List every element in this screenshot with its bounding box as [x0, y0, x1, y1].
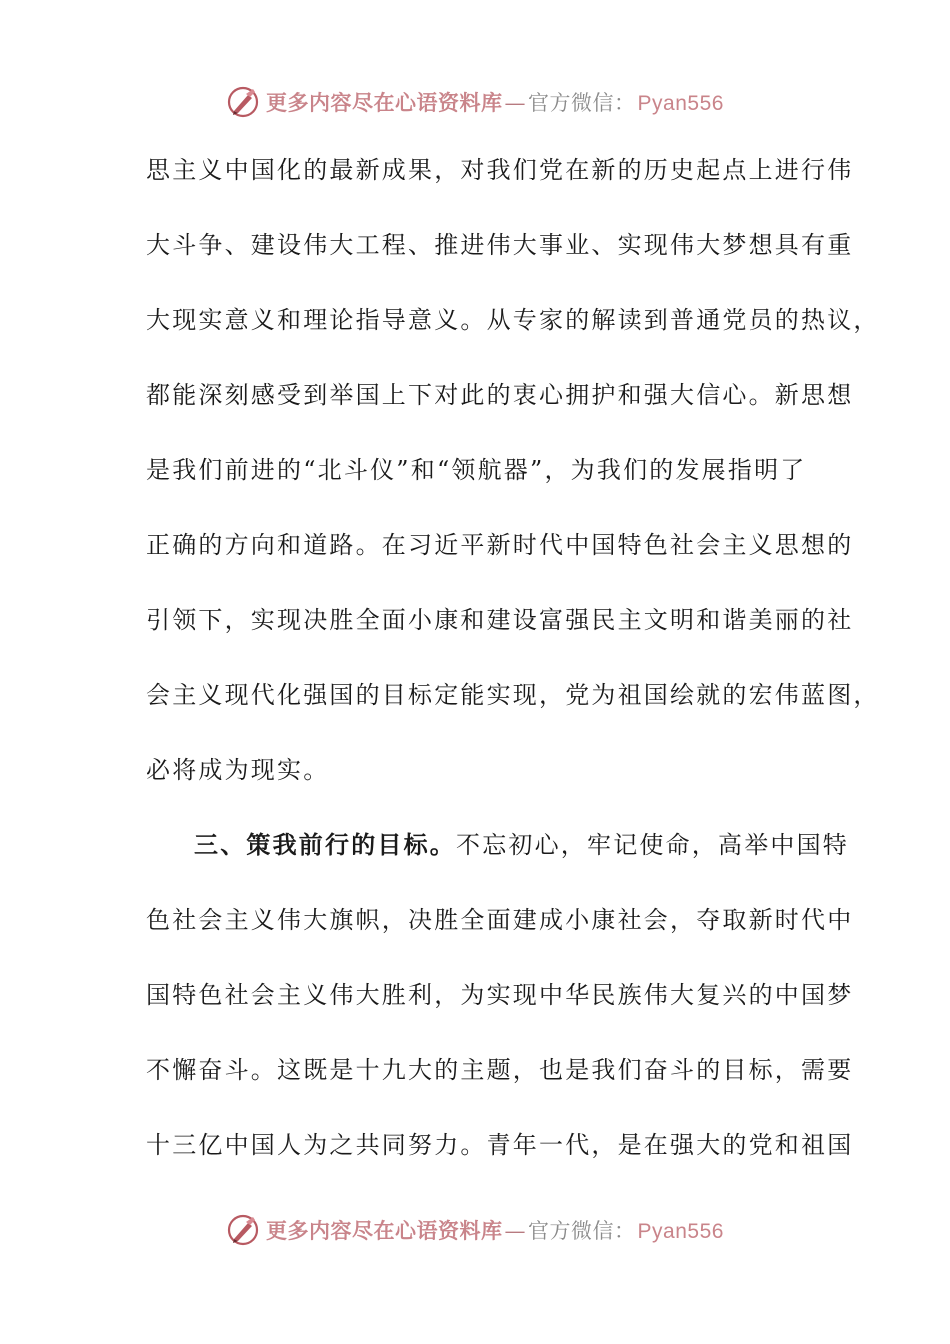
watermark-wechat-id: Pyan556: [637, 92, 724, 115]
section-3-first-line: [146, 825, 849, 900]
watermark-dash: —: [504, 91, 527, 115]
watermark-main-text: 更多内容尽在心语资料库: [266, 1218, 503, 1243]
pen-logo-icon: [226, 85, 260, 119]
watermark-sub-text: 官方微信：: [528, 1219, 636, 1243]
watermark-main-text: 更多内容尽在心语资料库: [266, 90, 503, 115]
header-watermark: [0, 82, 950, 122]
body-line: 大斗争、建设伟大工程、推进伟大事业、实现伟大梦想具有重: [146, 231, 854, 259]
watermark-sub-text: 官方微信：: [528, 91, 636, 115]
body-line: 会主义现代化强国的目标定能实现，党为祖国绘就的宏伟蓝图，: [146, 681, 880, 709]
watermark-dash: —: [504, 1219, 527, 1243]
section-3-first-line-text: 不忘初心，牢记使命，高举中国特: [456, 831, 849, 859]
body-line: 正确的方向和道路。在习近平新时代中国特色社会主义思想的: [146, 531, 854, 559]
watermark-wechat-id: Pyan556: [637, 1220, 724, 1243]
body-line: 十三亿中国人为之共同努力。青年一代，是在强大的党和祖国: [146, 1131, 854, 1159]
body-line: 是我们前进的“北斗仪”和“领航器”，为我们的发展指明了: [146, 456, 807, 484]
body-line: 引领下，实现决胜全面小康和建设富强民主文明和谐美丽的社: [146, 606, 854, 634]
pen-logo-icon: [226, 1213, 260, 1247]
body-line: 国特色社会主义伟大胜利，为实现中华民族伟大复兴的中国梦: [146, 981, 854, 1009]
body-line: 色社会主义伟大旗帜，决胜全面建成小康社会，夺取新时代中: [146, 906, 854, 934]
body-line: 都能深刻感受到举国上下对此的衷心拥护和强大信心。新思想: [146, 381, 854, 409]
footer-watermark: [0, 1210, 950, 1250]
body-line: 不懈奋斗。这既是十九大的主题，也是我们奋斗的目标，需要: [146, 1056, 854, 1084]
document-body: [146, 150, 880, 1200]
body-line: 必将成为现实。: [146, 756, 330, 784]
body-line: 大现实意义和理论指导意义。从专家的解读到普通党员的热议，: [146, 306, 880, 334]
watermark-text: [266, 1215, 724, 1245]
section-3-heading: 三、策我前行的目标。: [194, 831, 456, 859]
body-line: 思主义中国化的最新成果，对我们党在新的历史起点上进行伟: [146, 156, 854, 184]
watermark-text: [266, 87, 724, 117]
